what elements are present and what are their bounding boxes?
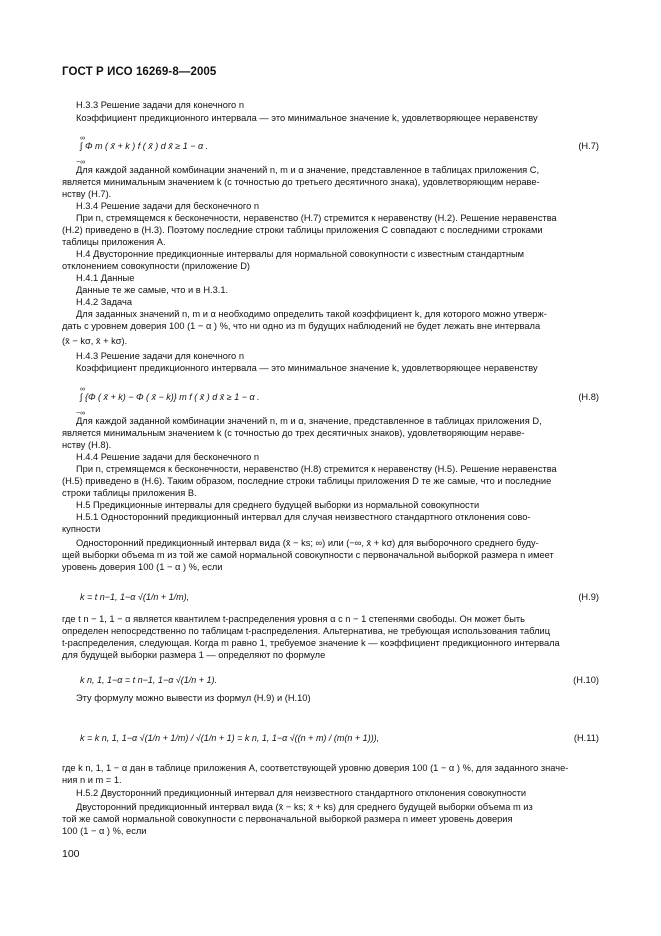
paragraph-line: для будущей выборки размера 1 — определяют по формуле [62, 650, 326, 660]
section-heading: Н.4 Двусторонние предикционные интервалы для нормальной совокупности с известным стандартным [76, 249, 525, 259]
integral-upper-limit: ∞ [80, 134, 85, 142]
paragraph-line: Для заданных значений n, m и α необходимо определить такой коэффициент k, для которого можно утверж- [76, 309, 547, 319]
integral-lower-limit: −∞ [76, 158, 86, 166]
paragraph-line: таблицы приложения А. [62, 237, 166, 247]
section-heading: Н.4.2 Задача [76, 297, 132, 307]
integral-upper-limit: ∞ [80, 385, 85, 393]
equation-formula [76, 134, 209, 166]
section-heading: отклонением совокупности (приложение D) [62, 261, 251, 271]
paragraph-line: При n, стремящемся к бесконечности, неравенство (Н.8) стремится к неравенству (Н.5). Решение неравенства [76, 464, 557, 474]
document-header: ГОСТ Р ИСО 16269-8—2005 [62, 66, 217, 78]
paragraph-line: (Н.5) приведено в (Н.6). Таким образом, последние строки таблицы приложения D те же самые, что и последние [62, 476, 552, 486]
paragraph-line: где t n − 1, 1 − α является квантилем t-распределения уровня α с n − 1 степенями свободы. Он может быть [62, 614, 525, 624]
equation-formula [76, 385, 260, 417]
paragraph-line: Эту формулу можно вывести из формул (Н.9) и (Н.10) [76, 693, 311, 703]
equation-body: ∫ Φ m ( x̄ + k ) f ( x̄ ) d x̄ ≥ 1 − α . [80, 141, 209, 151]
section-heading: Н.3.4 Решение задачи для бесконечного n [76, 201, 260, 211]
section-heading: купности [62, 524, 101, 534]
equation-formula [80, 733, 379, 743]
paragraph-line: нству (Н.8). [62, 440, 112, 450]
paragraph-line: t-распределения, следующая. Когда m равно 1, требуемое значение k — коэффициент предикционного интервала [62, 638, 560, 648]
paragraph-line: строки таблицы приложения В. [62, 488, 197, 498]
paragraph-line: уровень доверия 100 (1 − α ) %, если [62, 562, 223, 572]
paragraph-line: При n, стремящемся к бесконечности, неравенство (Н.7) стремится к неравенству (Н.2). Решение неравенства [76, 213, 557, 223]
paragraph-line: определен непосредственно по таблицам t-распределения. Альтернатива, не требующая использования таблиц [62, 626, 551, 636]
equation-number: (Н.7) [578, 141, 599, 151]
paragraph-line: является минимальным значением k (с точностью до третьего десятичного знака), удовлетворяющим нераве- [62, 177, 540, 187]
paragraph-line: является минимальным значением k (с точностью до трех десятичных знаков), удовлетворяющим нераве- [62, 428, 525, 438]
equation-formula [80, 675, 217, 685]
paragraph-line: ния n и m = 1. [62, 775, 122, 785]
section-heading: Н.3.3 Решение задачи для конечного n [76, 100, 244, 110]
paragraph-line: Данные те же самые, что и в Н.3.1. [76, 285, 229, 295]
paragraph-line: (x̄ − kσ, x̄ + kσ). [62, 336, 128, 346]
equation-body: ∫ {Φ ( x̄ + k) − Φ ( x̄ − k)} m f ( x̄ ) d x̄ ≥ 1 − α . [80, 392, 260, 402]
section-heading: Н.5.2 Двусторонний предикционный интервал для неизвестного стандартного отклонения совокупности [76, 788, 527, 798]
section-heading: Н.5.1 Односторонний предикционный интервал для случая неизвестного стандартного отклонения сово- [76, 512, 531, 522]
paragraph-line: той же самой нормальной совокупности с первоначальной выборкой размера n имеет уровень доверия [62, 814, 513, 824]
paragraph-line: Для каждой заданной комбинации значений n, m и α значение, представленное в таблицах приложения С, [76, 165, 540, 175]
integral-lower-limit: −∞ [76, 409, 86, 417]
equation-number: (Н.9) [578, 592, 599, 602]
section-heading: Н.4.3 Решение задачи для конечного n [76, 351, 244, 361]
paragraph-line: где k n, 1, 1 − α дан в таблице приложения А, соответствующей уровню доверия 100 (1 − α ) %, для заданного значе- [62, 763, 569, 773]
equation-body: k n, 1, 1−α = t n−1, 1−α √(1/n + 1). [80, 675, 218, 685]
equation-number: (Н.8) [578, 392, 599, 402]
section-heading: Н.4.4 Решение задачи для бесконечного n [76, 452, 260, 462]
paragraph-line: 100 (1 − α ) %, если [62, 826, 147, 836]
paragraph-line: нству (Н.7). [62, 189, 112, 199]
paragraph-line: щей выборки объема m из той же самой нормальной совокупности с первоначальной выборкой размера n имеет [62, 550, 554, 560]
equation-body: k = k n, 1, 1−α √(1/n + 1/m) / √(1/n + 1) = k n, 1, 1−α √((n + m) / (m(n + 1))), [80, 733, 380, 743]
paragraph-line: Коэффициент предикционного интервала — это минимальное значение k, удовлетворяющее неравенству [76, 363, 538, 373]
paragraph-line: Двусторонний предикционный интервал вида (x̄ − ks; x̄ + ks) для среднего будущей выборки объема m из [76, 802, 533, 812]
equation-formula [80, 592, 189, 602]
equation-number: (Н.10) [573, 675, 599, 685]
equation-body: k = t n−1, 1−α √(1/n + 1/m), [80, 592, 190, 602]
section-heading: Н.5 Предикционные интервалы для среднего будущей выборки из нормальной совокупности [76, 500, 480, 510]
paragraph-line: дать с уровнем доверия 100 (1 − α ) %, что ни одно из m будущих наблюдений не будет лежать вне интервала [62, 321, 541, 331]
paragraph-line: (Н.2) приведено в (Н.3). Поэтому последние строки таблицы приложения С совпадают с последними строками [62, 225, 543, 235]
paragraph-line: Односторонний предикционный интервал вида (x̄ − ks; ∞) или (−∞, x̄ + kσ) для выборочного среднего буду- [76, 538, 539, 548]
paragraph-line: Для каждой заданной комбинации значений n, m и α, значение, представленное в таблицах приложения D, [76, 416, 542, 426]
section-heading: Н.4.1 Данные [76, 273, 135, 283]
page-number: 100 [62, 848, 80, 860]
paragraph-line: Коэффициент предикционного интервала — это минимальное значение k, удовлетворяющее неравенству [76, 113, 538, 123]
equation-number: (Н.11) [573, 733, 599, 743]
